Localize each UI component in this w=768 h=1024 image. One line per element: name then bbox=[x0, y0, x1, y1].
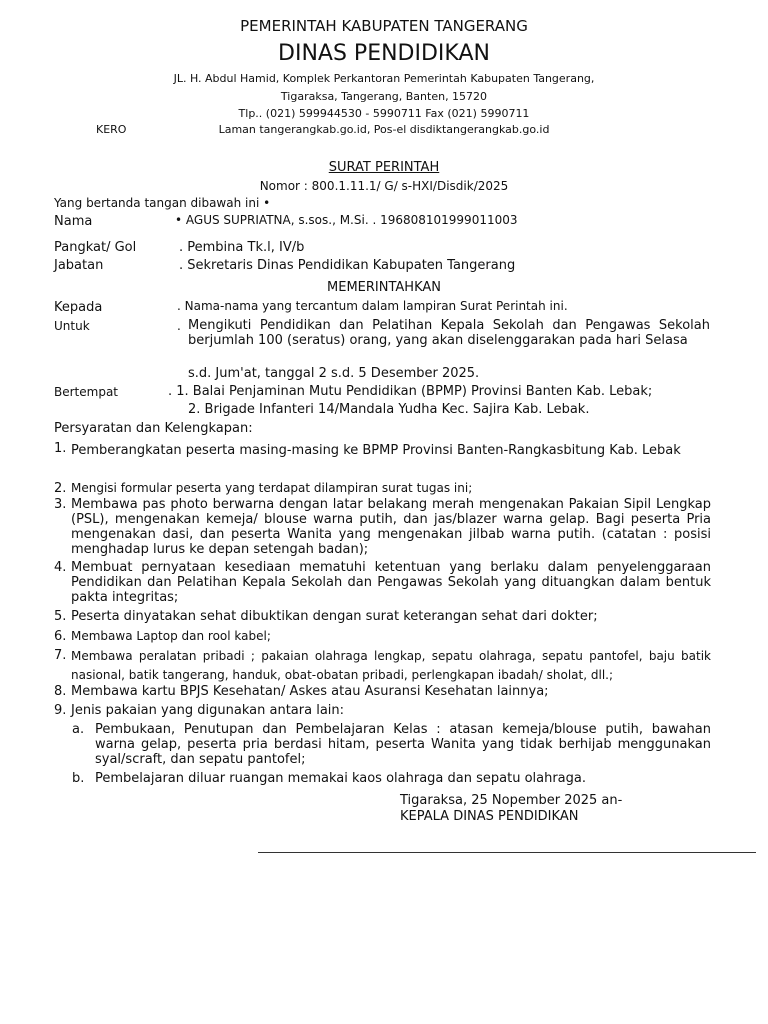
list-item: Membawa Laptop dan rool kabel; bbox=[71, 629, 271, 643]
list-item-number: 5. bbox=[54, 609, 67, 624]
list-item: Mengisi formular peserta yang terdapat dilampiran surat tugas ini; bbox=[71, 481, 473, 495]
letter-title: SURAT PERINTAH bbox=[328, 160, 440, 175]
sub-item: Pembukaan, Penutupan dan Pembelajaran Kelas : atasan kemeja/blouse putih, bawahan warna gelap, peserta pria berdasi hitam, peserta Wanita yang tidak berhijab menggunakan syal/scraft, dan sepatu pantofel; bbox=[95, 722, 711, 767]
signer-position-value: . Sekretaris Dinas Pendidikan Kabupaten Tangerang bbox=[179, 258, 516, 273]
order-for-label: Untuk bbox=[54, 319, 90, 333]
signer-name-value: • AGUS SUPRIATNA, s.sos., M.Si. . 196808101999011003 bbox=[175, 213, 518, 227]
list-item: Membawa kartu BPJS Kesehatan/ Askes atau Asuransi Kesehatan lainnya; bbox=[71, 684, 549, 699]
requirements-heading: Persyaratan dan Kelengkapan: bbox=[54, 421, 253, 436]
letterhead-left-tag: KERO bbox=[96, 123, 127, 136]
list-item-number: 4. bbox=[54, 560, 67, 575]
order-for-dot: . bbox=[177, 319, 181, 333]
signer-name-label: Nama bbox=[54, 214, 93, 229]
list-item-number: 2. bbox=[54, 481, 67, 496]
letter-number: Nomor : 800.1.11.1/ G/ s-HXI/Disdik/2025 bbox=[259, 179, 509, 193]
signer-position-label: Jabatan bbox=[54, 258, 104, 273]
sub-item-number: a. bbox=[72, 722, 85, 737]
list-item-number: 7. bbox=[54, 648, 67, 663]
sub-item: Pembelajaran diluar ruangan memakai kaos olahraga dan sepatu olahraga. bbox=[95, 771, 587, 786]
letterhead-web: Laman tangerangkab.go.id, Pos-el disdiktangerangkab.go.id bbox=[218, 123, 550, 136]
list-item-number: 1. bbox=[54, 441, 67, 456]
order-for-dates: s.d. Jum'at, tanggal 2 s.d. 5 Desember 2025. bbox=[188, 366, 480, 381]
order-heading: MEMERINTAHKAN bbox=[327, 280, 441, 295]
list-item-number: 8. bbox=[54, 684, 67, 699]
letterhead-government: PEMERINTAH KABUPATEN TANGERANG bbox=[240, 17, 528, 35]
order-place-1: . 1. Balai Penjaminan Mutu Pendidikan (BPMP) Provinsi Banten Kab. Lebak; bbox=[168, 384, 653, 399]
signer-rank-value: . Pembina Tk.l, IV/b bbox=[179, 240, 305, 255]
letter-intro: Yang bertanda tangan dibawah ini • bbox=[54, 196, 271, 210]
order-to-value: . Nama-nama yang tercantum dalam lampiran Surat Perintah ini. bbox=[177, 299, 568, 313]
letterhead-phone: Tlp.. (021) 599944530 - 5990711 Fax (021) 5990711 bbox=[238, 107, 530, 120]
order-place-label: Bertempat bbox=[54, 385, 119, 399]
closing-place-date: Tigaraksa, 25 Nopember 2025 an- bbox=[400, 793, 623, 808]
list-item: Membuat pernyataan kesediaan mematuhi ketentuan yang berlaku dalam penyelenggaraan Pendidikan dan Pelatihan Kepala Sekolah dan Pengawas Sekolah yang dituangkan dalam bentuk pakta integritas; bbox=[71, 560, 711, 605]
signer-rank-label: Pangkat/ Gol bbox=[54, 240, 137, 255]
list-item: Membawa pas photo berwarna dengan latar belakang merah mengenakan Pakaian Sipil Lengkap (PSL), mengenakan kemeja/ blouse warna putih, dan jas/blazer warna gelap. Bagi peserta Pria mengenakan dasi, dan peserta Wanita yang mengenakan jilbab warna putih. (catatan : posisi menghadap lurus ke depan setengah badan); bbox=[71, 497, 711, 557]
list-item-number: 9. bbox=[54, 703, 67, 718]
order-place-2: 2. Brigade Infanteri 14/Mandala Yudha Kec. Sajira Kab. Lebak. bbox=[188, 402, 590, 417]
closing-signer-title: KEPALA DINAS PENDIDIKAN bbox=[400, 809, 579, 824]
letterhead-agency: DINAS PENDIDIKAN bbox=[278, 41, 490, 66]
order-for-value: Mengikuti Pendidikan dan Pelatihan Kepala Sekolah dan Pengawas Sekolah berjumlah 100 (seratus) orang, yang akan diselenggarakan pada hari Selasa bbox=[188, 318, 710, 348]
letterhead-address-1: JL. H. Abdul Hamid, Komplek Perkantoran Pemerintah Kabupaten Tangerang, bbox=[173, 72, 595, 85]
letterhead-address-2: Tigaraksa, Tangerang, Banten, 15720 bbox=[280, 90, 488, 103]
list-item-number: 6. bbox=[54, 629, 67, 644]
order-to-label: Kepada bbox=[54, 300, 103, 315]
list-item: Peserta dinyatakan sehat dibuktikan dengan surat keterangan sehat dari dokter; bbox=[71, 609, 598, 624]
signature-line bbox=[258, 852, 756, 853]
list-item: Jenis pakaian yang digunakan antara lain: bbox=[71, 703, 345, 718]
sub-item-number: b. bbox=[72, 771, 85, 786]
list-item: Pemberangkatan peserta masing-masing ke BPMP Provinsi Banten-Rangkasbitung Kab. Lebak bbox=[71, 443, 681, 458]
list-item-number: 3. bbox=[54, 497, 67, 512]
list-item: Membawa peralatan pribadi ; pakaian olahraga lengkap, sepatu olahraga, sepatu pantofel, baju batik nasional, batik tangerang, handuk, obat-obatan pribadi, perlengkapan ibadah/ sholat, dll.; bbox=[71, 649, 711, 682]
